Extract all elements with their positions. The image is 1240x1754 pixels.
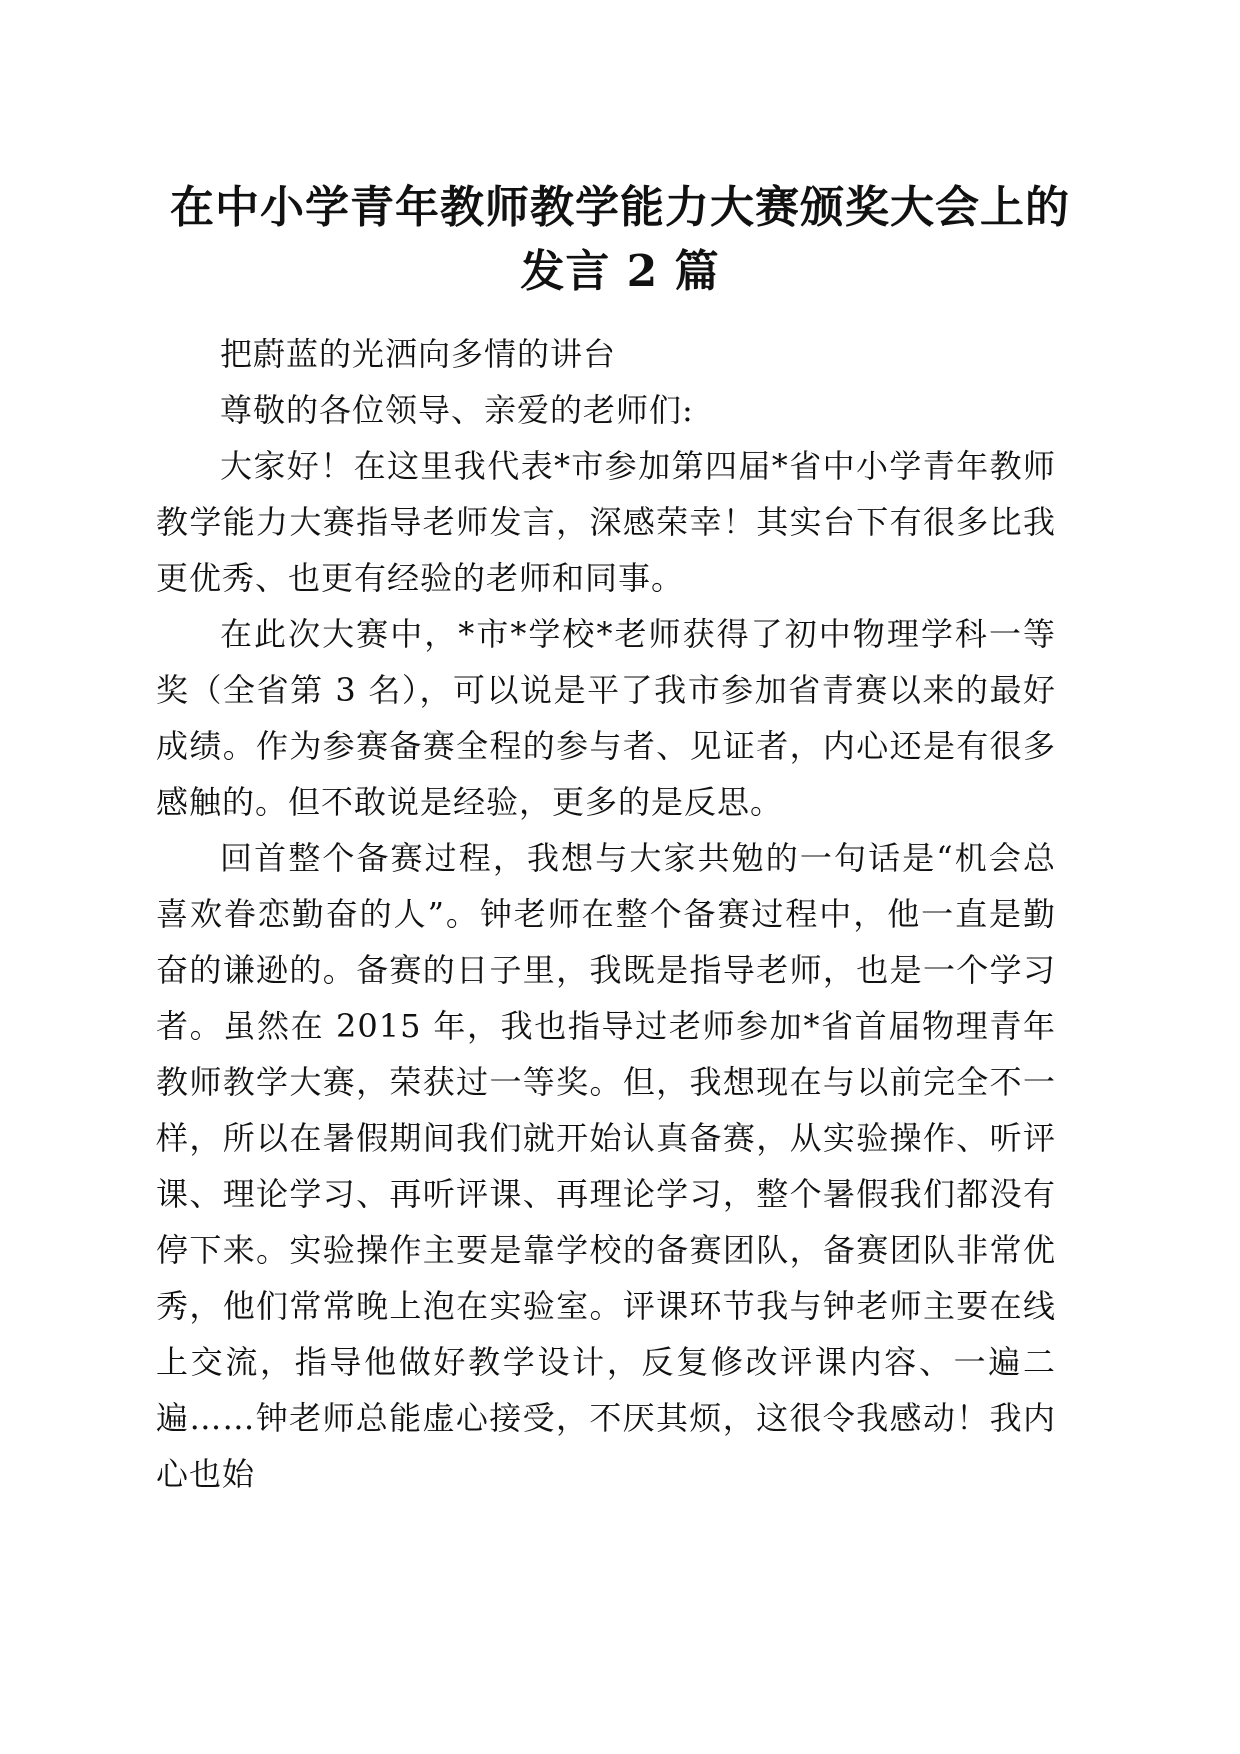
document-body [156,326,1056,1502]
document-title [140,176,1100,304]
body-paragraph: 在此次大赛中，*市*学校*老师获得了初中物理学科一等奖（全省第 3 名），可以说是平了我市参加省青赛以来的最好成绩。作为参赛备赛全程的参与者、见证者，内心还是有很多感触的。但不敢说是经验，更多的是反思。 [156,615,1056,821]
speech-subtitle: 把蔚蓝的光洒向多情的讲台 [220,335,617,373]
body-paragraph: 大家好！在这里我代表*市参加第四届*省中小学青年教师教学能力大赛指导老师发言，深感荣幸！其实台下有很多比我更优秀、也更有经验的老师和同事。 [156,447,1056,597]
body-paragraph: 回首整个备赛过程，我想与大家共勉的一句话是“机会总喜欢眷恋勤奋的人”。钟老师在整个备赛过程中，他一直是勤奋的谦逊的。备赛的日子里，我既是指导老师，也是一个学习者。虽然在 2015 年，我也指导过老师参加*省首届物理青年教师教学大赛，荣获过一等奖。但，我想现在与以前完全不一样，所以在暑假期间我们就开始认真备赛，从实验操作、听评课、理论学习、再听评课、再理论学习，整个暑假我们都没有停下来。实验操作主要是靠学校的备赛团队，备赛团队非常优秀，他们常常晚上泡在实验室。评课环节我与钟老师主要在线上交流，指导他做好教学设计，反复修改评课内容、一遍二遍……钟老师总能虚心接受，不厌其烦，这很令我感动！我内心也始 [156,839,1056,1493]
document-title-line-2: 发言 2 篇 [520,246,720,297]
salutation: 尊敬的各位领导、亲爱的老师们: [220,391,694,429]
document-title-line-1: 在中小学青年教师教学能力大赛颁奖大会上的 [170,182,1070,233]
